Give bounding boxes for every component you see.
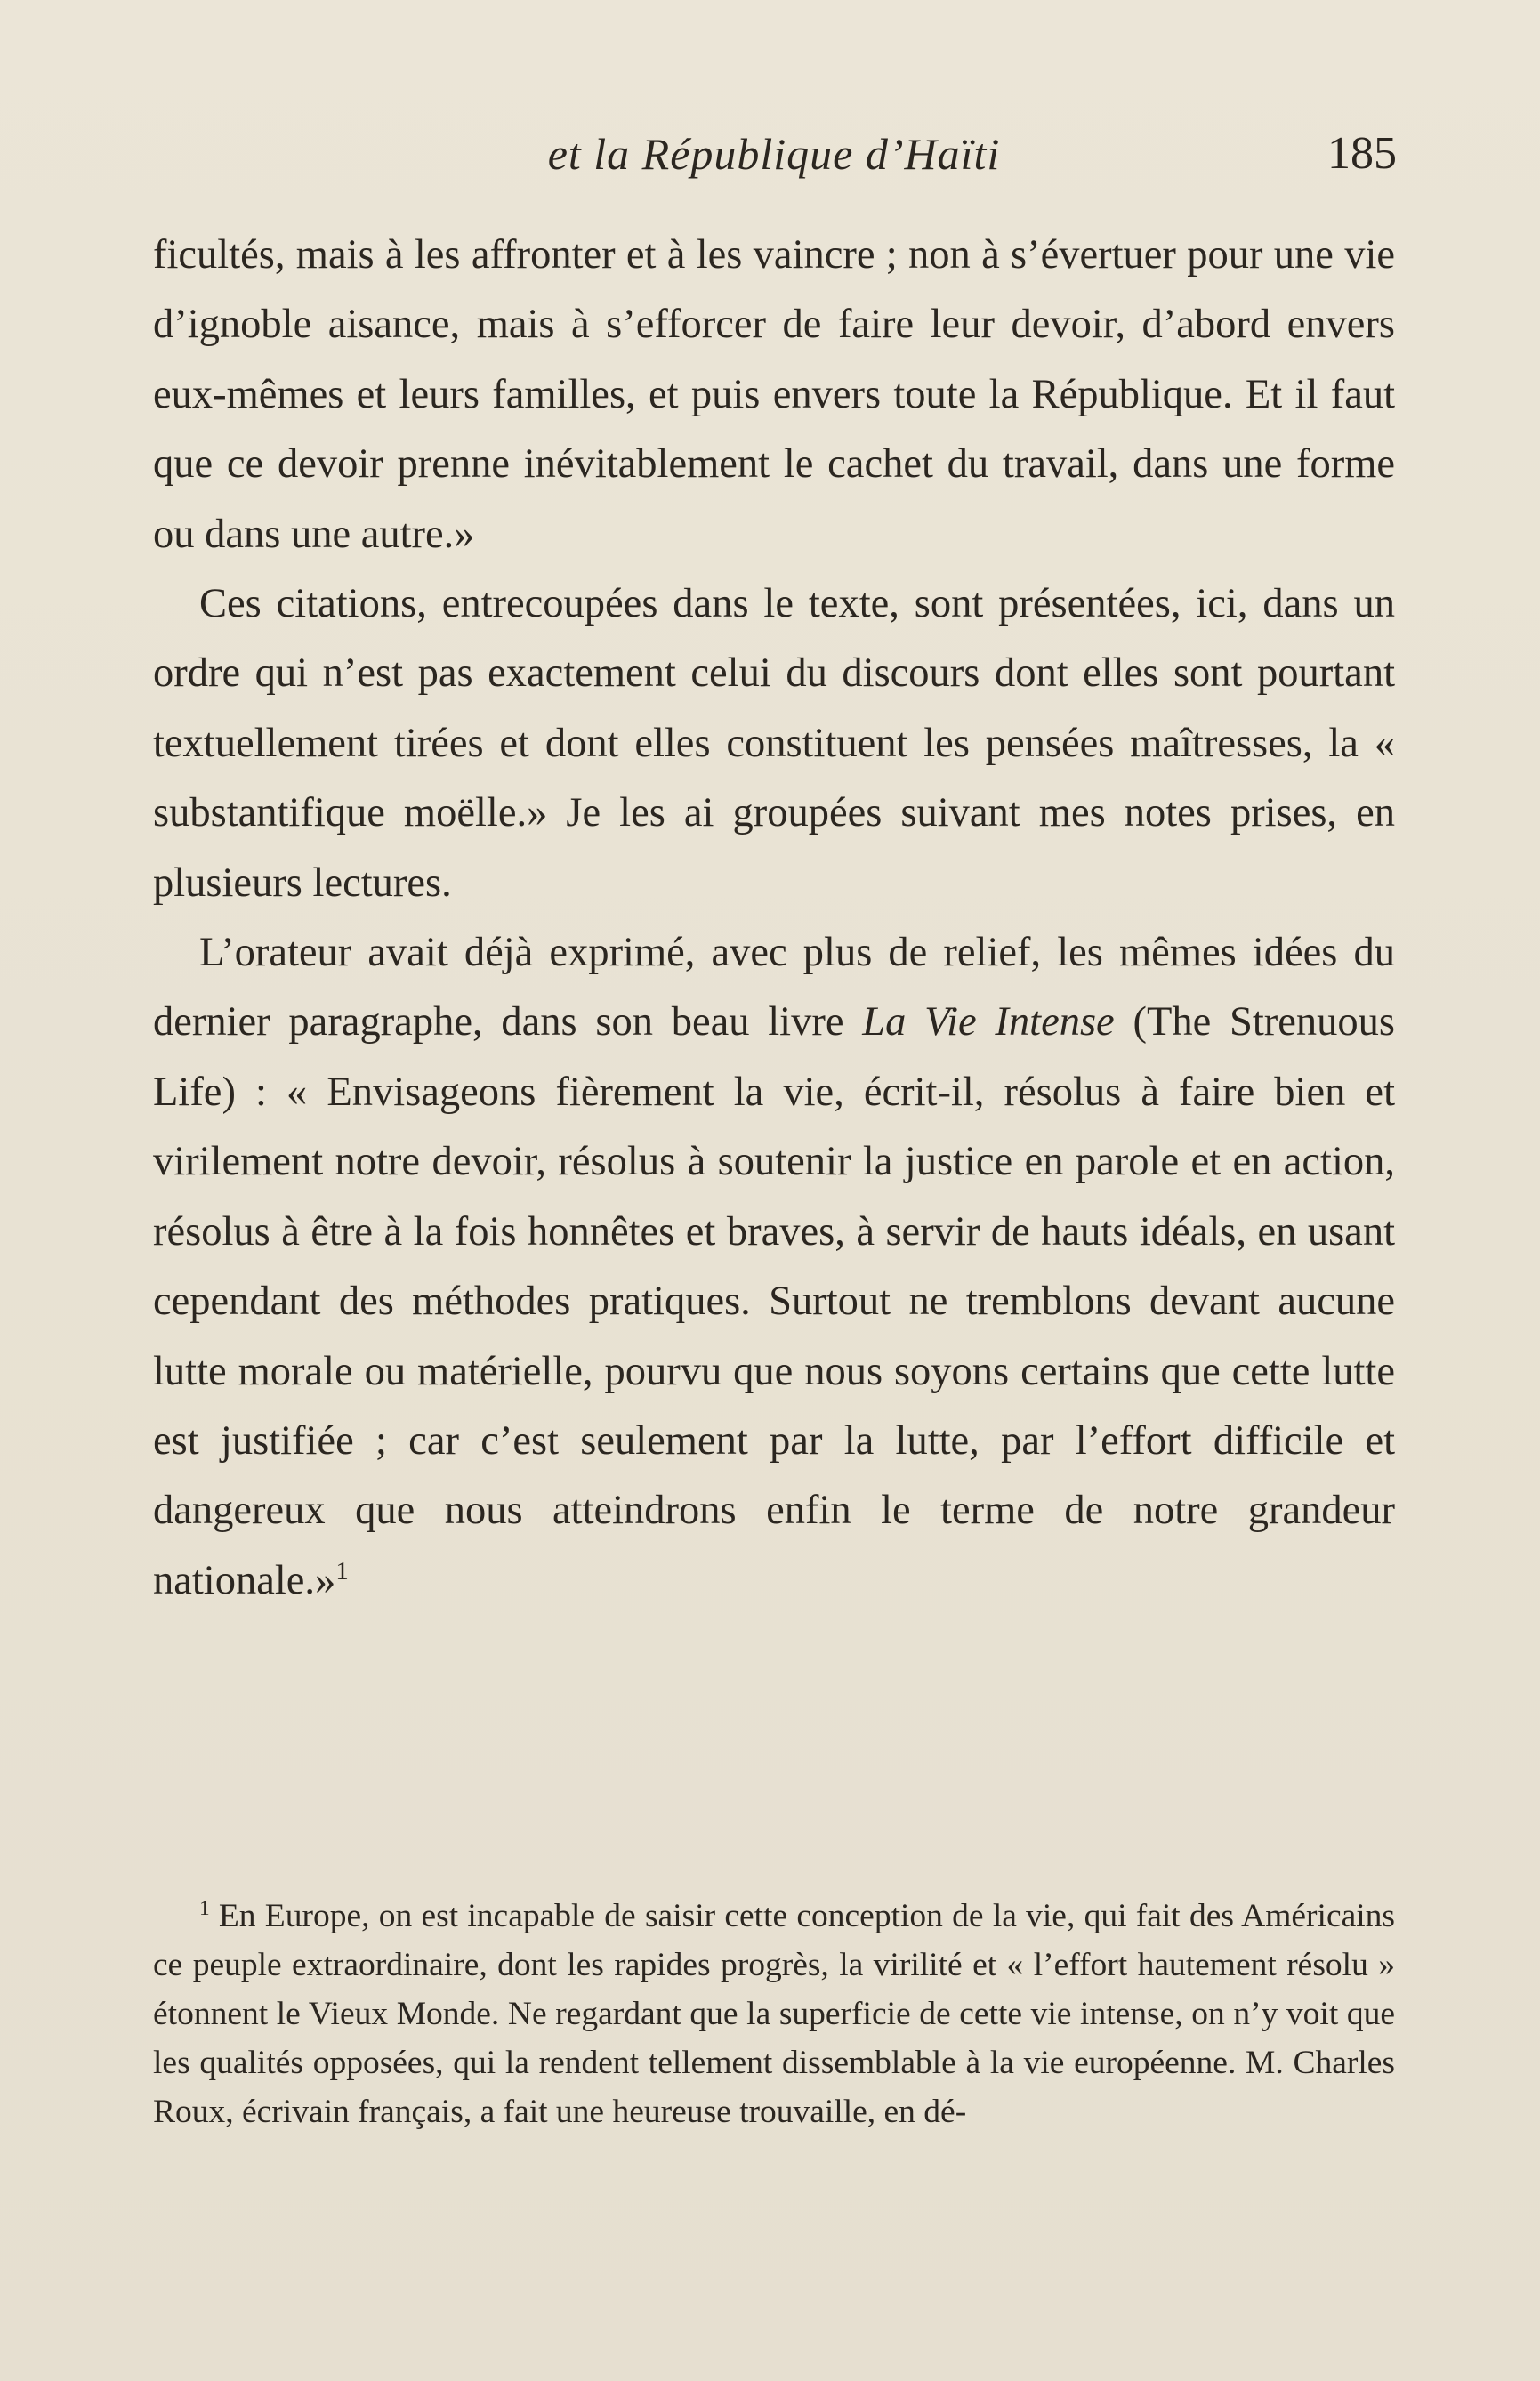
footnote-text: En Europe, on est incapable de saisir cette conception de la vie, qui fait des Américains ce peuple extraordinaire, dont les rapides progrès, la virilité et « l’effort hautement résolu » étonnent le Vieux Monde. Ne regardant que la superficie de cette vie intense, on n’y voit que les qualités opposées, qui la rendent tellement dissemblable à la vie européenne. M. Charles Roux, écrivain français, a fait une heureuse trouvaille, en dé- bbox=[153, 1898, 1395, 2130]
paragraph-3 bbox=[153, 918, 1395, 1616]
paragraph-3-rest: (The Strenuous Life) : « Envisageons fièrement la vie, écrit-il, résolus à faire bien et virilement notre devoir, résolus à soutenir la justice en parole et en action, résolus à être à la fois honnêtes et braves, à servir de hauts idéals, en usant cependant des méthodes pratiques. Surtout ne tremblons devant aucune lutte morale ou matérielle, pourvu que nous soyons certains que cette lutte est justifiée ; car c’est seulement par la lutte, par l’effort difficile et dangereux que nous atteindrons enfin le terme de notre grandeur nationale.» bbox=[153, 999, 1396, 1603]
page-header bbox=[151, 123, 1397, 185]
paragraph-2: Ces citations, entrecoupées dans le texte, sont présentées, ici, dans un ordre qui n’est pas exactement celui du discours dont elles sont pourtant textuellement tirées et dont elles constituent les pensées maîtresses, la « substantifique moëlle.» Je les ai groupées suivant mes notes prises, en plusieurs lectures. bbox=[153, 581, 1395, 906]
paragraph-1: ficultés, mais à les affronter et à les vaincre ; non à s’évertuer pour une vie d’ignoble aisance, mais à s’efforcer de faire leur devoir, d’abord envers eux-mêmes et leurs familles, et puis envers toute la République. Et il faut que ce devoir prenne inévitablement le cachet du travail, dans une forme ou dans une autre.» bbox=[153, 232, 1395, 557]
paragraph-3-start: L’orateur avait déjà exprimé, avec plus de relief, les mêmes idées du dernier paragraphe, dans son beau livre bbox=[153, 930, 1395, 1045]
footnote-reference: 1 bbox=[335, 1556, 349, 1586]
footnote bbox=[153, 1892, 1395, 2136]
page-number: 185 bbox=[1327, 128, 1397, 179]
main-text bbox=[153, 221, 1395, 1616]
footnote-marker: 1 bbox=[199, 1897, 210, 1921]
book-title: La Vie Intense bbox=[862, 999, 1115, 1045]
running-title: et la République d’Haïti bbox=[547, 129, 1001, 179]
